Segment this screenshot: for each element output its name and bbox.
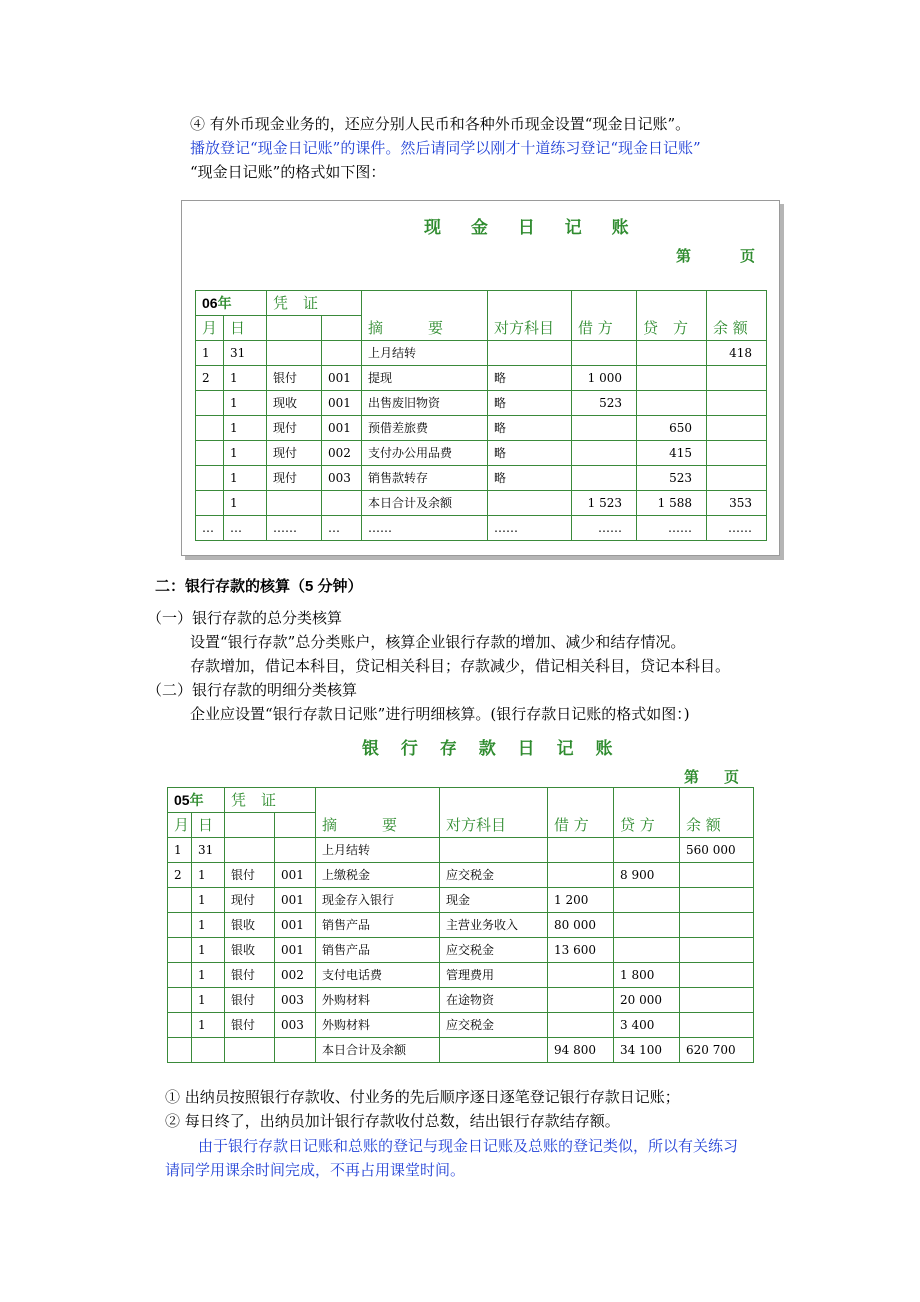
bank-cell-day: 1 xyxy=(192,888,225,913)
bank-cell-day: 31 xyxy=(192,838,225,863)
bank-cell-counter: 应交税金 xyxy=(440,1013,548,1038)
bank-cell-month: 2 xyxy=(168,863,192,888)
cash-table-row xyxy=(196,341,767,366)
bank-cell-debit: 80 000 xyxy=(548,913,614,938)
bank-cell-voucher-type: 银收 xyxy=(225,938,275,963)
cash-cell-credit xyxy=(637,391,707,416)
bank-cell-voucher-type xyxy=(225,1038,275,1063)
cash-cell-balance xyxy=(707,391,767,416)
intro-line-1: ④ 有外币现金业务的，还应分别人民币和各种外币现金设置“现金日记账”。 xyxy=(190,115,691,133)
bank-cell-day: 1 xyxy=(192,988,225,1013)
bank-empty-header xyxy=(275,813,316,838)
cash-table-row xyxy=(196,516,767,541)
bank-journal-table xyxy=(167,787,754,1063)
bank-cell-counter: 管理费用 xyxy=(440,963,548,988)
cash-cell-day: 1 xyxy=(224,491,267,516)
section2-p1: 设置“银行存款”总分类账户，核算企业银行存款的增加、减少和结存情况。 xyxy=(190,633,686,651)
cash-day-header: 日 xyxy=(224,316,267,341)
bank-cell-voucher-type: 现付 xyxy=(225,888,275,913)
cash-cell-debit xyxy=(572,416,637,441)
bank-balance-header: 余 额 xyxy=(680,788,754,838)
cash-cell-voucher-no: 001 xyxy=(322,416,362,441)
bank-cell-day: 1 xyxy=(192,938,225,963)
bank-cell-debit: 13 600 xyxy=(548,938,614,963)
bank-counter-header: 对方科目 xyxy=(440,788,548,838)
cash-year-num: 06 xyxy=(202,295,218,311)
bank-cell-month xyxy=(168,888,192,913)
bank-cell-counter: 在途物资 xyxy=(440,988,548,1013)
intro-line-3: “现金日记账”的格式如下图： xyxy=(190,163,386,181)
bank-cell-counter xyxy=(440,838,548,863)
cash-cell-summary: 提现 xyxy=(362,366,488,391)
cash-cell-voucher-no: 003 xyxy=(322,466,362,491)
cash-month-header: 月 xyxy=(196,316,224,341)
cash-cell-debit: 523 xyxy=(572,391,637,416)
bank-day-header: 日 xyxy=(192,813,225,838)
bank-cell-month: 1 xyxy=(168,838,192,863)
cash-cell-month xyxy=(196,466,224,491)
bank-cell-balance xyxy=(680,913,754,938)
bank-cell-credit: 20 000 xyxy=(614,988,680,1013)
cash-cell-credit: 523 xyxy=(637,466,707,491)
cash-cell-debit: …… xyxy=(572,516,637,541)
cash-table-row xyxy=(196,491,767,516)
cash-counter-header: 对方科目 xyxy=(488,291,572,341)
cash-year-char: 年 xyxy=(217,295,232,311)
cash-cell-credit xyxy=(637,366,707,391)
bank-cell-debit xyxy=(548,963,614,988)
bank-cell-summary: 销售产品 xyxy=(316,938,440,963)
bank-journal-page-label-a: 第 xyxy=(684,768,700,786)
bank-cell-credit xyxy=(614,938,680,963)
note-1: ① 出纳员按照银行存款收、付业务的先后顺序逐日逐笔登记银行存款日记账； xyxy=(165,1088,680,1106)
cash-cell-month xyxy=(196,416,224,441)
bank-cell-voucher-no: 001 xyxy=(275,888,316,913)
bank-cell-debit xyxy=(548,1013,614,1038)
bank-cell-month xyxy=(168,913,192,938)
bank-cell-credit: 1 800 xyxy=(614,963,680,988)
cash-cell-voucher-type xyxy=(267,341,322,366)
cash-balance-header: 余 额 xyxy=(707,291,767,341)
cash-cell-voucher-no: 001 xyxy=(322,366,362,391)
cash-cell-summary: 本日合计及余额 xyxy=(362,491,488,516)
bank-cell-voucher-type: 银付 xyxy=(225,988,275,1013)
cash-cell-summary: 预借差旅费 xyxy=(362,416,488,441)
cash-cell-debit: 1 000 xyxy=(572,366,637,391)
cash-cell-balance xyxy=(707,416,767,441)
bank-cell-credit xyxy=(614,838,680,863)
cash-cell-credit xyxy=(637,341,707,366)
cash-cell-voucher-no: 001 xyxy=(322,391,362,416)
bank-cell-month xyxy=(168,988,192,1013)
bank-voucher-header: 凭 证 xyxy=(225,788,316,813)
cash-cell-voucher-no xyxy=(322,491,362,516)
bank-cell-credit xyxy=(614,913,680,938)
bank-cell-debit: 94 800 xyxy=(548,1038,614,1063)
cash-cell-balance xyxy=(707,366,767,391)
bank-cell-summary: 外购材料 xyxy=(316,1013,440,1038)
cash-cell-voucher-type: 现付 xyxy=(267,416,322,441)
bank-cell-month xyxy=(168,938,192,963)
cash-cell-counter: 略 xyxy=(488,366,572,391)
cash-journal-title: 现 金 日 记 账 xyxy=(424,218,641,238)
cash-cell-summary: 出售废旧物资 xyxy=(362,391,488,416)
bank-journal-title: 银 行 存 款 日 记 账 xyxy=(362,739,621,759)
bank-cell-month xyxy=(168,963,192,988)
section2-sub1: （一）银行存款的总分类核算 xyxy=(147,609,343,627)
bank-debit-header: 借 方 xyxy=(548,788,614,838)
cash-journal-table xyxy=(195,290,767,541)
bank-cell-counter: 应交税金 xyxy=(440,938,548,963)
cash-cell-day: 1 xyxy=(224,466,267,491)
bank-cell-voucher-no: 001 xyxy=(275,938,316,963)
bank-cell-month xyxy=(168,1038,192,1063)
bank-cell-summary: 上缴税金 xyxy=(316,863,440,888)
cash-cell-counter: 略 xyxy=(488,416,572,441)
bank-cell-balance xyxy=(680,1013,754,1038)
cash-cell-balance: 353 xyxy=(707,491,767,516)
cash-cell-counter: 略 xyxy=(488,441,572,466)
bank-header-row-1 xyxy=(168,788,754,813)
cash-cell-summary: …… xyxy=(362,516,488,541)
cash-journal-page-label-b: 页 xyxy=(740,247,756,265)
cash-journal-page-label-a: 第 xyxy=(676,247,692,265)
cash-cell-day: 1 xyxy=(224,366,267,391)
bank-year-num: 05 xyxy=(174,792,190,808)
cash-cell-counter: 略 xyxy=(488,466,572,491)
cash-table-row xyxy=(196,366,767,391)
bank-cell-balance xyxy=(680,888,754,913)
bank-cell-day: 1 xyxy=(192,963,225,988)
cash-cell-voucher-no xyxy=(322,341,362,366)
bank-cell-credit xyxy=(614,888,680,913)
cash-cell-month xyxy=(196,441,224,466)
cash-cell-day: 1 xyxy=(224,441,267,466)
cash-cell-voucher-type: …… xyxy=(267,516,322,541)
cash-cell-balance xyxy=(707,466,767,491)
cash-cell-month: 2 xyxy=(196,366,224,391)
bank-cell-counter xyxy=(440,1038,548,1063)
bank-cell-balance xyxy=(680,938,754,963)
bank-cell-balance xyxy=(680,963,754,988)
bank-cell-summary: 销售产品 xyxy=(316,913,440,938)
bank-cell-debit: 1 200 xyxy=(548,888,614,913)
cash-journal-figure xyxy=(181,200,780,556)
bank-year-cell xyxy=(168,788,225,813)
cash-cell-summary: 支付办公用品费 xyxy=(362,441,488,466)
bank-cell-voucher-no: 001 xyxy=(275,863,316,888)
bank-cell-counter: 应交税金 xyxy=(440,863,548,888)
cash-cell-credit: …… xyxy=(637,516,707,541)
bank-cell-voucher-no: 001 xyxy=(275,913,316,938)
cash-cell-balance xyxy=(707,441,767,466)
cash-cell-day: 1 xyxy=(224,416,267,441)
cash-empty-header xyxy=(322,316,362,341)
bank-cell-day: 1 xyxy=(192,863,225,888)
bank-year-char: 年 xyxy=(189,792,204,808)
bank-cell-month xyxy=(168,1013,192,1038)
cash-cell-counter xyxy=(488,341,572,366)
bank-table-row xyxy=(168,913,754,938)
cash-cell-voucher-no: … xyxy=(322,516,362,541)
bank-cell-summary: 现金存入银行 xyxy=(316,888,440,913)
cash-cell-day: … xyxy=(224,516,267,541)
bank-cell-debit xyxy=(548,863,614,888)
cash-cell-day: 31 xyxy=(224,341,267,366)
bank-cell-credit: 8 900 xyxy=(614,863,680,888)
bank-table-row xyxy=(168,988,754,1013)
cash-table-row xyxy=(196,466,767,491)
bank-cell-debit xyxy=(548,838,614,863)
bank-cell-day: 1 xyxy=(192,1013,225,1038)
bank-table-row xyxy=(168,838,754,863)
bank-cell-voucher-type xyxy=(225,838,275,863)
cash-cell-month xyxy=(196,391,224,416)
bank-cell-summary: 上月结转 xyxy=(316,838,440,863)
bank-credit-header: 贷 方 xyxy=(614,788,680,838)
cash-cell-month: 1 xyxy=(196,341,224,366)
bank-cell-summary: 支付电话费 xyxy=(316,963,440,988)
cash-table-row xyxy=(196,441,767,466)
bank-cell-credit: 34 100 xyxy=(614,1038,680,1063)
cash-cell-balance: …… xyxy=(707,516,767,541)
bank-cell-balance xyxy=(680,988,754,1013)
cash-cell-summary: 上月结转 xyxy=(362,341,488,366)
bank-empty-header xyxy=(225,813,275,838)
cash-cell-credit: 415 xyxy=(637,441,707,466)
bank-cell-debit xyxy=(548,988,614,1013)
cash-cell-counter: …… xyxy=(488,516,572,541)
bank-journal-page-label-b: 页 xyxy=(724,768,740,786)
bank-cell-summary: 外购材料 xyxy=(316,988,440,1013)
cash-cell-voucher-type: 现收 xyxy=(267,391,322,416)
bank-table-row xyxy=(168,1013,754,1038)
cash-cell-voucher-type: 现付 xyxy=(267,441,322,466)
cash-cell-debit xyxy=(572,466,637,491)
cash-empty-header xyxy=(267,316,322,341)
cash-table-row xyxy=(196,416,767,441)
bank-table-row xyxy=(168,963,754,988)
cash-cell-month xyxy=(196,491,224,516)
cash-cell-month: … xyxy=(196,516,224,541)
bank-cell-voucher-no: 002 xyxy=(275,963,316,988)
bank-cell-voucher-type: 银付 xyxy=(225,863,275,888)
cash-debit-header: 借 方 xyxy=(572,291,637,341)
note-2: ② 每日终了，出纳员加计银行存款收付总数，结出银行存款结存额。 xyxy=(165,1112,620,1130)
cash-cell-day: 1 xyxy=(224,391,267,416)
note-3-line-a: 由于银行存款日记账和总账的登记与现金日记账及总账的登记类似，所以有关练习 xyxy=(198,1137,739,1155)
cash-cell-debit: 1 523 xyxy=(572,491,637,516)
cash-cell-voucher-type xyxy=(267,491,322,516)
bank-cell-voucher-type: 银付 xyxy=(225,963,275,988)
bank-cell-day: 1 xyxy=(192,913,225,938)
bank-cell-voucher-no xyxy=(275,838,316,863)
cash-cell-balance: 418 xyxy=(707,341,767,366)
bank-table-row xyxy=(168,863,754,888)
bank-cell-voucher-type: 银付 xyxy=(225,1013,275,1038)
cash-summary-header: 摘 要 xyxy=(362,291,488,341)
bank-cell-voucher-no: 003 xyxy=(275,1013,316,1038)
bank-table-row xyxy=(168,888,754,913)
cash-year-cell xyxy=(196,291,267,316)
cash-cell-counter xyxy=(488,491,572,516)
bank-month-header: 月 xyxy=(168,813,192,838)
cash-cell-voucher-type: 银付 xyxy=(267,366,322,391)
bank-cell-balance xyxy=(680,863,754,888)
bank-cell-day xyxy=(192,1038,225,1063)
cash-cell-counter: 略 xyxy=(488,391,572,416)
cash-cell-credit: 1 588 xyxy=(637,491,707,516)
bank-cell-counter: 现金 xyxy=(440,888,548,913)
cash-cell-credit: 650 xyxy=(637,416,707,441)
bank-cell-voucher-no xyxy=(275,1038,316,1063)
bank-table-row xyxy=(168,1038,754,1063)
bank-table-row xyxy=(168,938,754,963)
bank-cell-voucher-type: 银收 xyxy=(225,913,275,938)
cash-cell-voucher-type: 现付 xyxy=(267,466,322,491)
bank-cell-summary: 本日合计及余额 xyxy=(316,1038,440,1063)
cash-cell-debit xyxy=(572,441,637,466)
section2-p2: 存款增加，借记本科目，贷记相关科目；存款减少，借记相关科目，贷记本科目。 xyxy=(190,657,731,675)
intro-line-2: 播放登记“现金日记账”的课件。然后请同学以刚才十道练习登记“现金日记账” xyxy=(190,139,701,157)
section2-sub2: （二）银行存款的明细分类核算 xyxy=(147,681,358,699)
cash-voucher-header: 凭 证 xyxy=(267,291,362,316)
bank-cell-balance: 620 700 xyxy=(680,1038,754,1063)
bank-cell-voucher-no: 003 xyxy=(275,988,316,1013)
section2-heading: 二：银行存款的核算（5 分钟） xyxy=(155,578,363,595)
note-3-line-b: 请同学用课余时间完成，不再占用课堂时间。 xyxy=(165,1161,466,1179)
cash-header-row-1 xyxy=(196,291,767,316)
bank-summary-header: 摘 要 xyxy=(316,788,440,838)
section2-p3: 企业应设置“银行存款日记账”进行明细核算。(银行存款日记账的格式如图：) xyxy=(190,705,690,723)
bank-cell-balance: 560 000 xyxy=(680,838,754,863)
cash-cell-debit xyxy=(572,341,637,366)
bank-cell-counter: 主营业务收入 xyxy=(440,913,548,938)
cash-table-row xyxy=(196,391,767,416)
bank-cell-credit: 3 400 xyxy=(614,1013,680,1038)
cash-cell-voucher-no: 002 xyxy=(322,441,362,466)
cash-credit-header: 贷 方 xyxy=(637,291,707,341)
cash-cell-summary: 销售款转存 xyxy=(362,466,488,491)
